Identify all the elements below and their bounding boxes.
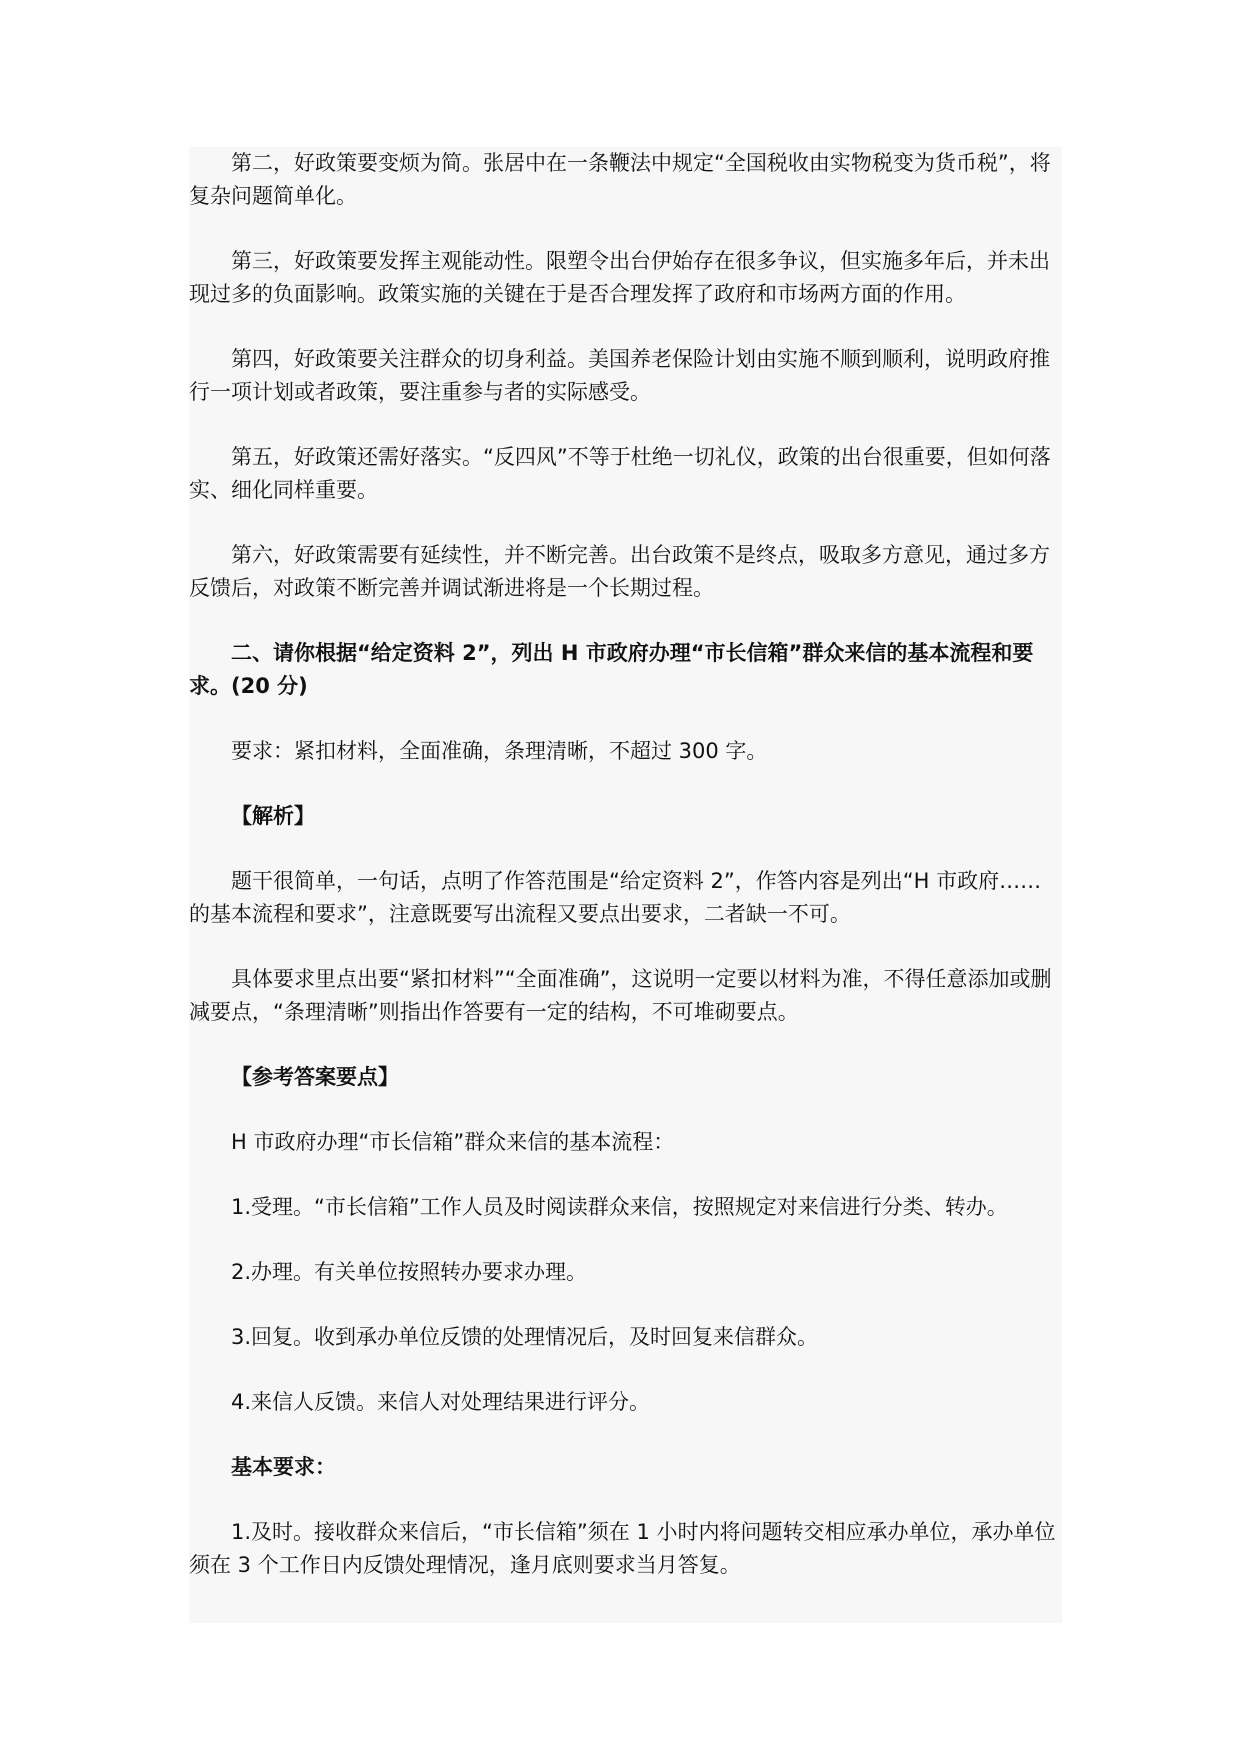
body-paragraph: 第六，好政策需要有延续性，并不断完善。出台政策不是终点，吸取多方意见，通过多方反馈后，对政策不断完善并调试渐进将是一个长期过程。 bbox=[189, 543, 1050, 600]
body-paragraph: 题干很简单，一句话，点明了作答范围是“给定资料 2”，作答内容是列出“H 市政府……的基本流程和要求”，注意既要写出流程又要点出要求，二者缺一不可。 bbox=[189, 869, 1042, 926]
paragraph-gap bbox=[189, 768, 1062, 800]
paragraph-gap bbox=[189, 1419, 1062, 1451]
body-paragraph: 第四，好政策要关注群众的切身利益。美国养老保险计划由实施不顺到顺利，说明政府推行一项计划或者政策，要注重参与者的实际感受。 bbox=[189, 347, 1050, 404]
body-paragraph: 具体要求里点出要“紧扣材料”“全面准确”，这说明一定要以材料为准，不得任意添加或删减要点，“条理清晰”则指出作答要有一定的结构，不可堆砌要点。 bbox=[189, 967, 1052, 1024]
paragraph-gap bbox=[189, 1224, 1062, 1256]
heading-paragraph: 二、请你根据“给定资料 2”，列出 H 市政府办理“市长信箱”群众来信的基本流程和要求。(20 分) bbox=[189, 641, 1034, 698]
body-paragraph: 第三，好政策要发挥主观能动性。限塑令出台伊始存在很多争议，但实施多年后，并未出现过多的负面影响。政策实施的关键在于是否合理发挥了政府和市场两方面的作用。 bbox=[189, 249, 1050, 306]
paragraph-gap bbox=[189, 931, 1062, 963]
paragraph-gap bbox=[189, 507, 1062, 539]
body-paragraph: 第二，好政策要变烦为简。张居中在一条鞭法中规定“全国税收由实物税变为货币税”，将复杂问题简单化。 bbox=[189, 151, 1051, 208]
body-paragraph: 4.来信人反馈。来信人对处理结果进行评分。 bbox=[231, 1390, 651, 1414]
paragraph-gap bbox=[189, 1159, 1062, 1191]
body-paragraph: 1.及时。接收群众来信后，“市长信箱”须在 1 小时内将问题转交相应承办单位，承办单位须在 3 个工作日内反馈处理情况，逢月底则要求当月答复。 bbox=[189, 1520, 1056, 1577]
heading-paragraph: 【解析】 bbox=[231, 804, 315, 828]
body-paragraph: 1.受理。“市长信箱”工作人员及时阅读群众来信，按照规定对来信进行分类、转办。 bbox=[231, 1195, 1008, 1219]
heading-paragraph: 【参考答案要点】 bbox=[231, 1065, 399, 1089]
body-paragraph: 要求：紧扣材料，全面准确，条理清晰，不超过 300 字。 bbox=[231, 739, 768, 763]
paragraph-gap bbox=[189, 213, 1062, 245]
document-body bbox=[189, 147, 1062, 1623]
paragraph-gap bbox=[189, 1354, 1062, 1386]
paragraph-gap bbox=[189, 833, 1062, 865]
heading-paragraph: 基本要求： bbox=[231, 1455, 336, 1479]
body-paragraph: H 市政府办理“市长信箱”群众来信的基本流程： bbox=[231, 1130, 675, 1154]
body-paragraph: 3.回复。收到承办单位反馈的处理情况后，及时回复来信群众。 bbox=[231, 1325, 819, 1349]
paragraph-gap bbox=[189, 311, 1062, 343]
paragraph-gap bbox=[189, 1484, 1062, 1516]
paragraph-gap bbox=[189, 1029, 1062, 1061]
body-paragraph: 2.办理。有关单位按照转办要求办理。 bbox=[231, 1260, 588, 1284]
body-paragraph: 第五，好政策还需好落实。“反四风”不等于杜绝一切礼仪，政策的出台很重要，但如何落实、细化同样重要。 bbox=[189, 445, 1051, 502]
paragraph-gap bbox=[189, 605, 1062, 637]
paragraph-gap bbox=[189, 703, 1062, 735]
paragraph-gap bbox=[189, 1289, 1062, 1321]
paragraph-gap bbox=[189, 1094, 1062, 1126]
paragraph-gap bbox=[189, 409, 1062, 441]
